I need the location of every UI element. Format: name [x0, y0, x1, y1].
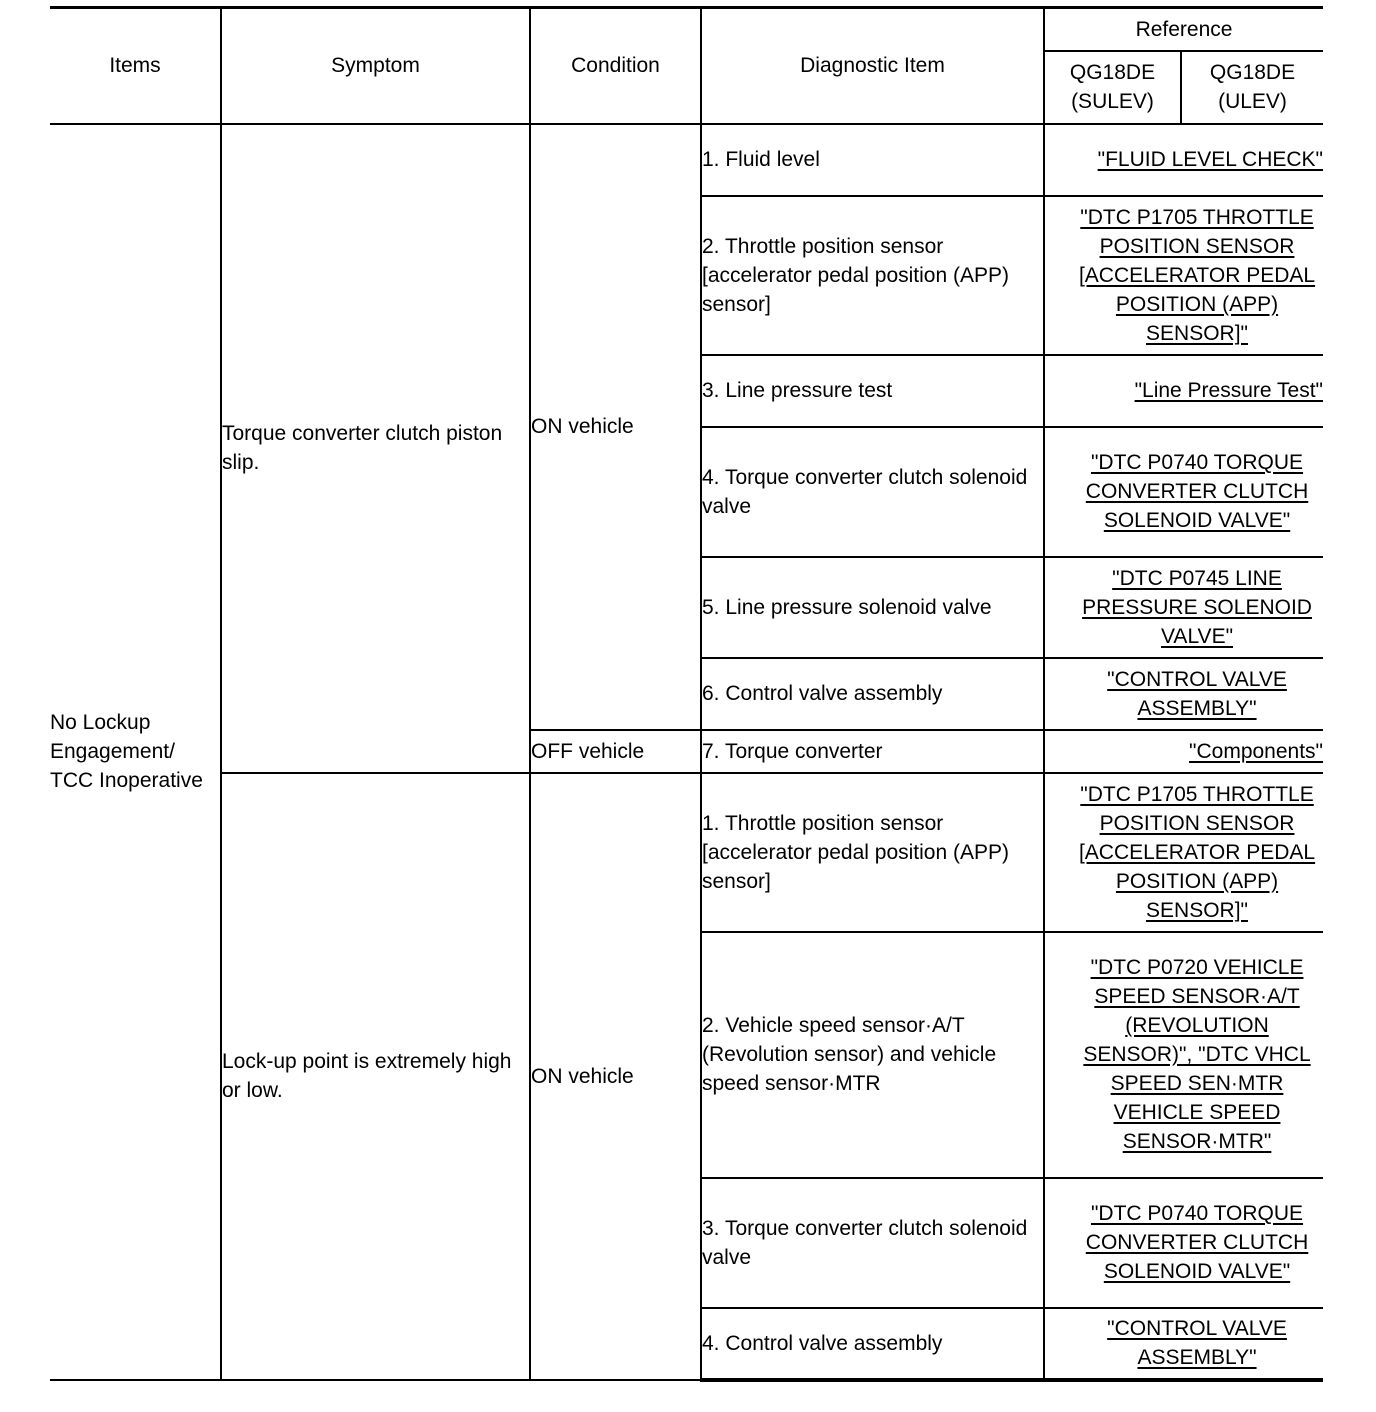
diagnostic-item: 3. Torque converter clutch solenoid valve: [701, 1178, 1044, 1308]
header-sulev: QG18DE (SULEV): [1044, 51, 1181, 124]
header-condition: Condition: [530, 8, 701, 124]
diagnostic-item: 6. Control valve assembly: [701, 658, 1044, 730]
table-row: [50, 773, 1323, 932]
diagnostic-item: 1. Fluid level: [701, 124, 1044, 196]
symptom-cell: Torque converter clutch piston slip.: [221, 124, 530, 773]
reference-cell: [1044, 557, 1323, 658]
reference-cell: [1044, 1178, 1323, 1308]
reference-link[interactable]: "Components": [1189, 739, 1324, 763]
reference-link[interactable]: "DTC P0720 VEHICLE SPEED SENSOR·A/T (REVOLUTION SENSOR)", "DTC VHCL SPEED SEN·MTR VEHICLE SPEED SENSOR·MTR": [1083, 956, 1311, 1153]
table-row: [50, 124, 1323, 196]
reference-cell: [1044, 658, 1323, 730]
reference-cell: [1044, 773, 1323, 932]
diagnostic-item: 5. Line pressure solenoid valve: [701, 557, 1044, 658]
diagnostic-item: 4. Control valve assembly: [701, 1308, 1044, 1380]
condition-cell: ON vehicle: [530, 124, 701, 730]
header-ulev: QG18DE (ULEV): [1181, 51, 1323, 124]
header-symptom: Symptom: [221, 8, 530, 124]
reference-cell: [1044, 355, 1323, 427]
reference-link[interactable]: "FLUID LEVEL CHECK": [1097, 148, 1324, 171]
reference-cell: [1044, 196, 1323, 355]
diagnostic-item: 1. Throttle position sensor [accelerator pedal position (APP) sensor]: [701, 773, 1044, 932]
reference-cell: [1044, 124, 1323, 196]
diagnostic-item: 7. Torque converter: [701, 730, 1044, 773]
diagnostic-item: 4. Torque converter clutch solenoid valve: [701, 427, 1044, 557]
reference-cell: [1044, 730, 1323, 773]
reference-link[interactable]: "DTC P1705 THROTTLE POSITION SENSOR [ACCELERATOR PEDAL POSITION (APP) SENSOR]": [1078, 782, 1316, 922]
header-reference: Reference: [1044, 8, 1323, 51]
condition-cell: OFF vehicle: [530, 730, 701, 773]
reference-link[interactable]: "CONTROL VALVE ASSEMBLY": [1107, 667, 1287, 720]
diagnostic-item: 2. Throttle position sensor [accelerator pedal position (APP) sensor]: [701, 196, 1044, 355]
diagnostic-item: 3. Line pressure test: [701, 355, 1044, 427]
item-cell: No Lockup Engagement/ TCC Inoperative: [50, 124, 221, 1380]
symptom-cell: Lock-up point is extremely high or low.: [221, 773, 530, 1380]
reference-cell: [1044, 1308, 1323, 1380]
reference-link[interactable]: "DTC P0740 TORQUE CONVERTER CLUTCH SOLENOID VALVE": [1085, 1202, 1309, 1283]
reference-link[interactable]: "DTC P1705 THROTTLE POSITION SENSOR [ACCELERATOR PEDAL POSITION (APP) SENSOR]": [1078, 205, 1316, 345]
condition-cell: ON vehicle: [530, 773, 701, 1380]
reference-link[interactable]: "Line Pressure Test": [1134, 379, 1324, 402]
header-diagnostic-item: Diagnostic Item: [701, 8, 1044, 124]
reference-link[interactable]: "DTC P0745 LINE PRESSURE SOLENOID VALVE": [1082, 566, 1312, 648]
header-items: Items: [50, 8, 221, 124]
reference-cell: [1044, 427, 1323, 557]
reference-cell: [1044, 932, 1323, 1178]
diagnostic-table: [50, 6, 1323, 1382]
reference-link[interactable]: "DTC P0740 TORQUE CONVERTER CLUTCH SOLENOID VALVE": [1085, 451, 1309, 532]
diagnostic-item: 2. Vehicle speed sensor·A/T (Revolution sensor) and vehicle speed sensor·MTR: [701, 932, 1044, 1178]
reference-link[interactable]: "CONTROL VALVE ASSEMBLY": [1107, 1317, 1287, 1369]
